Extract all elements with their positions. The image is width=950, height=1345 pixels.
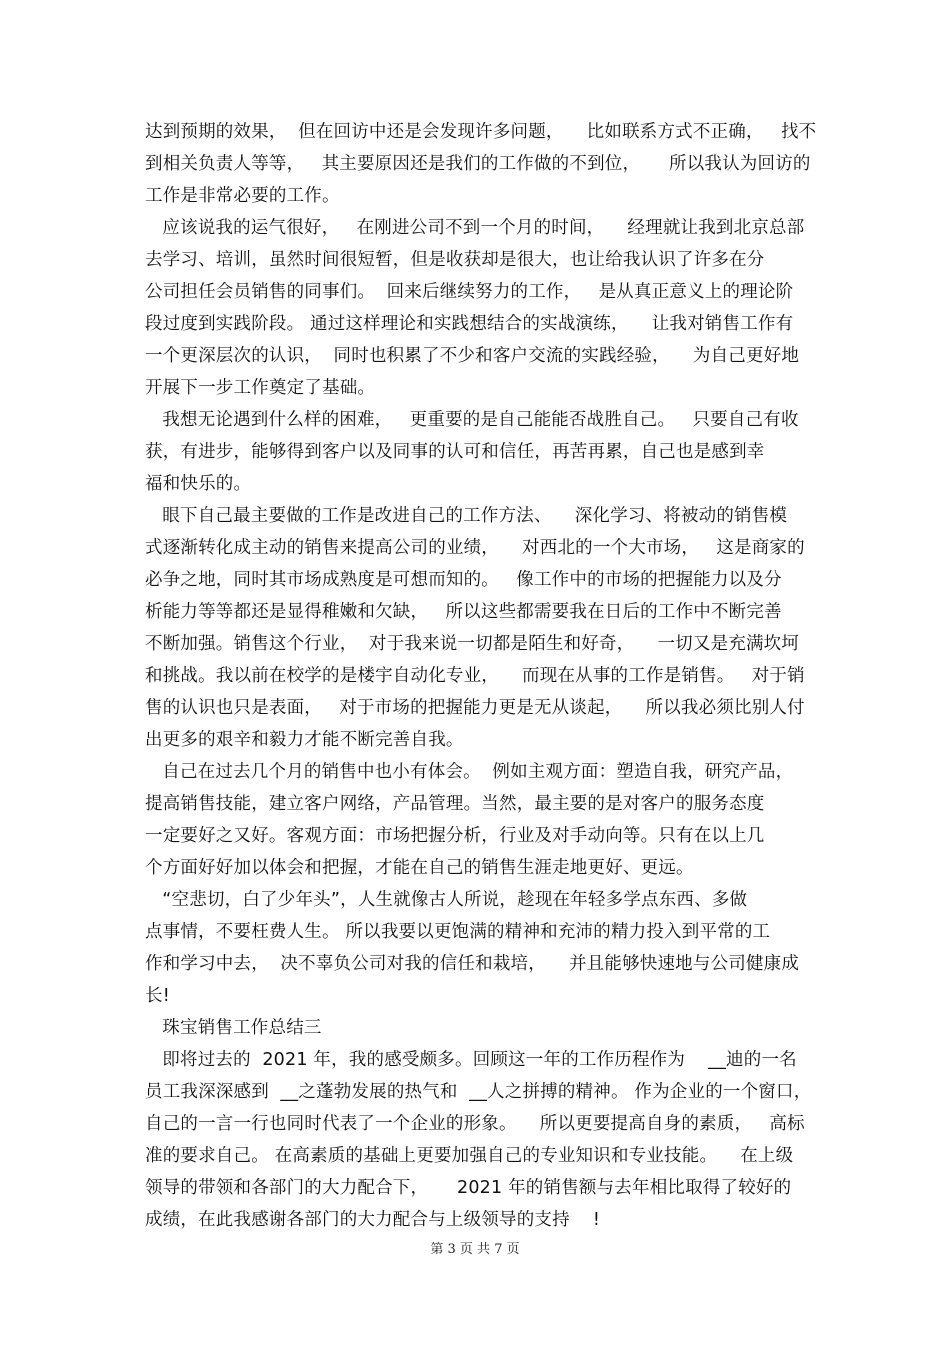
text-line: 去学习、培训，虽然时间很短暂，但是收获却是很大，也让给我认识了许多在分 bbox=[145, 250, 765, 270]
text-line: 个方面好好加以体会和把握，才能在自己的销售生涯走地更好、更远。 bbox=[145, 858, 694, 878]
text-line: 眼下自己最主要做的工作是改进自己的工作方法、 深化学习、将被动的销售模 bbox=[145, 506, 788, 526]
text-line: “空悲切，白了少年头”，人生就像古人所说，趁现在年轻多学点东西、多做 bbox=[145, 890, 748, 910]
page-footer: 第 3 页 共 7 页 bbox=[430, 1242, 520, 1257]
text-line: 式逐渐转化成主动的销售来提高公司的业绩， 对西北的一个大市场， 这是商家的 bbox=[145, 538, 805, 558]
text-line: 析能力等等都还是显得稚嫩和欠缺， 所以这些都需要我在日后的工作中不断完善 bbox=[145, 602, 782, 622]
text-line: 达到预期的效果， 但在回访中还是会发现许多问题， 比如联系方式不正确， 找不 bbox=[145, 122, 817, 142]
text-line: 必争之地，同时其市场成熟度是可想而知的。 像工作中的市场的把握能力以及分 bbox=[145, 570, 782, 590]
text-line: 即将过去的 2021 年，我的感受颇多。回顾这一年的工作历程作为 __迪的一名 bbox=[145, 1050, 797, 1070]
text-line: 工作是非常必要的工作。 bbox=[145, 186, 340, 206]
text-line: 员工我深深感到 __之蓬勃发展的热气和 __人之拼搏的精神。 作为企业的一个窗口， bbox=[145, 1082, 812, 1102]
text-line: 领导的带领和各部门的大力配合下， 2021 年的销售额与去年相比取得了较好的 bbox=[145, 1178, 792, 1198]
text-line: 公司担任会员销售的同事们。 回来后继续努力的工作， 是从真正意义上的理论阶 bbox=[145, 282, 794, 302]
text-line: 不断加强。销售这个行业， 对于我来说一切都是陌生和好奇， 一切又是充满坎坷 bbox=[145, 634, 800, 654]
text-line: 提高销售技能，建立客户网络，产品管理。当然，最主要的是对客户的服务态度 bbox=[145, 794, 765, 814]
text-line: 到相关负责人等等， 其主要原因还是我们的工作做的不到位， 所以我认为回访的 bbox=[145, 154, 811, 174]
text-line: 作和学习中去， 决不辜负公司对我的信任和栽培， 并且能够快速地与公司健康成 bbox=[145, 954, 800, 974]
text-line: 成绩，在此我感谢各部门的大力配合与上级领导的支持 ! bbox=[145, 1210, 601, 1230]
text-line: 我想无论遇到什么样的困难， 更重要的是自己能能否战胜自己。 只要自己有收 bbox=[145, 410, 799, 430]
text-line: 准的要求自己。 在高素质的基础上更要加强自己的专业知识和专业技能。 在上级 bbox=[145, 1146, 794, 1166]
text-line: 开展下一步工作奠定了基础。 bbox=[145, 378, 376, 398]
text-line: 点事情，不要枉费人生。 所以我要以更饱满的精神和充沛的精力投入到平常的工 bbox=[145, 922, 771, 942]
text-line: 一个更深层次的认识， 同时也积累了不少和客户交流的实践经验， 为自己更好地 bbox=[145, 346, 800, 366]
text-line: 和挑战。我以前在校学的是楼宇自动化专业， 而现在从事的工作是销售。 对于销 bbox=[145, 666, 805, 686]
text-line: 一定要好之又好。客观方面：市场把握分析，行业及对手动向等。只有在以上几 bbox=[145, 826, 765, 846]
text-line: 应该说我的运气很好， 在刚进公司不到一个月的时间， 经理就让我到北京总部 bbox=[145, 218, 805, 238]
text-line: 售的认识也只是表面， 对于市场的把握能力更是无从谈起， 所以我必须比别人付 bbox=[145, 698, 805, 718]
text-line: 自己的一言一行也同时代表了一个企业的形象。 所以更要提高自身的素质， 高标 bbox=[145, 1114, 805, 1134]
text-line: 段过度到实践阶段。 通过这样理论和实践想结合的实战演练， 让我对销售工作有 bbox=[145, 314, 794, 334]
text-line: 长! bbox=[145, 986, 170, 1006]
text-line: 珠宝销售工作总结三 bbox=[145, 1018, 322, 1038]
text-line: 出更多的艰辛和毅力才能不断完善自我。 bbox=[145, 730, 464, 750]
text-line: 获，有进步，能够得到客户以及同事的认可和信任，再苦再累，自己也是感到幸 bbox=[145, 442, 765, 462]
text-line: 自己在过去几个月的销售中也小有体会。 例如主观方面：塑造自我，研究产品， bbox=[145, 762, 794, 782]
text-line: 福和快乐的。 bbox=[145, 474, 252, 494]
